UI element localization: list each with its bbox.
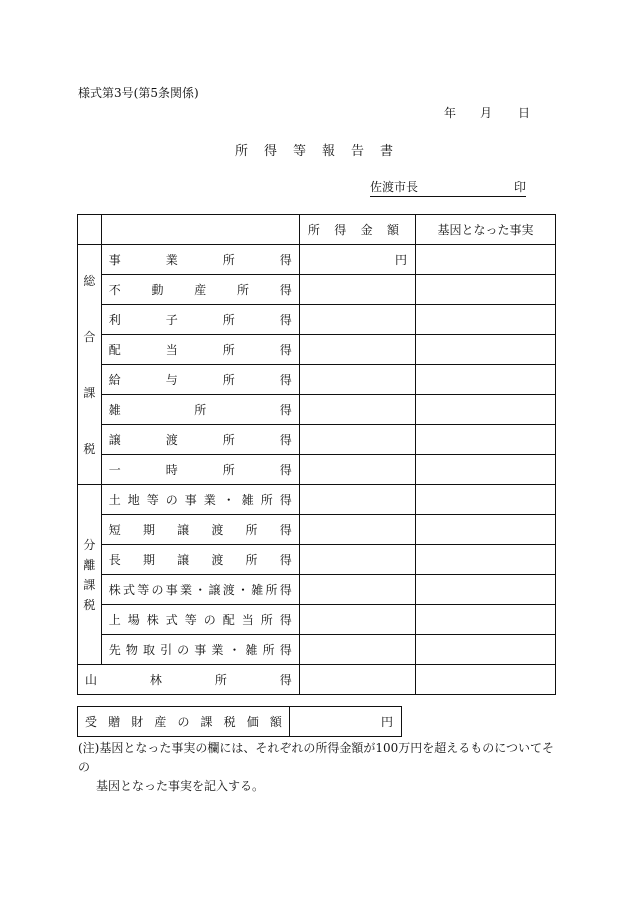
gift-currency: 円 — [380, 715, 393, 729]
item-label-cell — [101, 365, 299, 395]
table-row — [78, 485, 556, 515]
table-row-forest — [78, 665, 556, 695]
header-amount — [299, 215, 415, 245]
item-label: 事 業 所 得 — [108, 253, 292, 267]
item-label: 土 地 等 の 事 業 ・ 雑 所 得 — [108, 493, 292, 507]
footnote — [78, 739, 558, 796]
item-label: 株 式 等 の 事 業 ・ 譲 渡 ・ 雑 所 得 — [108, 583, 292, 597]
table-row — [78, 455, 556, 485]
item-label: 長 期 譲 渡 所 得 — [108, 553, 292, 567]
date-day: 日 — [518, 106, 531, 120]
table-row — [78, 365, 556, 395]
gift-table — [77, 706, 402, 737]
item-label: 雑 所 得 — [108, 403, 292, 417]
amount-field[interactable] — [299, 455, 415, 485]
fact-field[interactable] — [416, 515, 556, 545]
amount-field[interactable] — [299, 395, 415, 425]
item-label-cell — [101, 305, 299, 335]
item-label-cell — [101, 515, 299, 545]
table-row — [78, 605, 556, 635]
date-year: 年 — [444, 106, 457, 120]
amount-field[interactable] — [299, 605, 415, 635]
income-table — [77, 214, 556, 695]
fact-field[interactable] — [416, 425, 556, 455]
amount-field[interactable] — [299, 665, 415, 695]
table-row — [78, 575, 556, 605]
fact-field[interactable] — [416, 455, 556, 485]
footnote-line-2: 基因となった事実を記入する。 — [96, 779, 265, 793]
fact-field[interactable] — [416, 245, 556, 275]
item-label: 譲 渡 所 得 — [108, 433, 292, 447]
item-label-cell — [101, 635, 299, 665]
table-row — [78, 245, 556, 275]
fact-field[interactable] — [416, 635, 556, 665]
fact-field[interactable] — [416, 485, 556, 515]
header-fact: 基因となった事実 — [416, 215, 556, 245]
forest-label: 山 林 所 得 — [85, 673, 292, 687]
addressee: 佐渡市長 — [370, 180, 419, 194]
amount-field[interactable] — [299, 575, 415, 605]
item-label-cell — [101, 545, 299, 575]
gift-amount-field[interactable] — [290, 707, 402, 737]
amount-field[interactable] — [299, 245, 415, 275]
amount-field[interactable] — [299, 515, 415, 545]
date-month: 月 — [480, 106, 493, 120]
item-label-cell — [101, 335, 299, 365]
fact-field[interactable] — [416, 665, 556, 695]
table-row — [78, 305, 556, 335]
item-label-cell — [101, 275, 299, 305]
gift-label-cell — [78, 707, 290, 737]
amount-field[interactable] — [299, 425, 415, 455]
item-label-cell — [101, 395, 299, 425]
table-row — [78, 635, 556, 665]
amount-field[interactable] — [299, 335, 415, 365]
table-row — [78, 545, 556, 575]
item-label: 配 当 所 得 — [108, 343, 292, 357]
gift-label: 受 贈 財 産 の 課 税 価 額 — [85, 715, 282, 729]
fact-field[interactable] — [416, 275, 556, 305]
addressee-line — [370, 178, 526, 197]
item-label: 短 期 譲 渡 所 得 — [108, 523, 292, 537]
table-row — [78, 395, 556, 425]
forest-label-cell — [78, 665, 300, 695]
amount-field[interactable] — [299, 275, 415, 305]
item-label-cell — [101, 575, 299, 605]
amount-field[interactable] — [299, 365, 415, 395]
fact-field[interactable] — [416, 575, 556, 605]
item-label-cell — [101, 425, 299, 455]
table-row — [78, 515, 556, 545]
fact-field[interactable] — [416, 395, 556, 425]
table-header-row — [78, 215, 556, 245]
header-blank-cat — [78, 215, 102, 245]
item-label-cell — [101, 455, 299, 485]
amount-field[interactable] — [299, 545, 415, 575]
item-label: 上 場 株 式 等 の 配 当 所 得 — [108, 613, 292, 627]
item-label: 不 動 産 所 得 — [108, 283, 292, 297]
item-label-cell — [101, 605, 299, 635]
item-label: 先 物 取 引 の 事 業 ・ 雑 所 得 — [108, 643, 292, 657]
category-label: 総 合 課 税 — [83, 274, 96, 456]
table-row — [78, 335, 556, 365]
gift-row — [78, 707, 402, 737]
item-label-cell — [101, 245, 299, 275]
header-blank-item — [101, 215, 299, 245]
amount-field[interactable] — [299, 635, 415, 665]
header-amount-label: 所 得 金 額 — [307, 223, 399, 237]
fact-field[interactable] — [416, 545, 556, 575]
date-line — [444, 104, 530, 121]
fact-field[interactable] — [416, 605, 556, 635]
item-label: 給 与 所 得 — [108, 373, 292, 387]
category-label: 分 離 課 税 — [83, 537, 96, 612]
document-title: 所得等報告書 — [234, 144, 409, 159]
item-label-cell — [101, 485, 299, 515]
table-row — [78, 425, 556, 455]
item-label: 一 時 所 得 — [108, 463, 292, 477]
item-label: 利 子 所 得 — [108, 313, 292, 327]
fact-field[interactable] — [416, 335, 556, 365]
seal-mark: 印 — [513, 180, 526, 194]
amount-field[interactable] — [299, 305, 415, 335]
fact-field[interactable] — [416, 365, 556, 395]
footnote-line-1: (注)基因となった事実の欄には、それぞれの所得金額が100万円を超えるものについてその — [78, 741, 555, 774]
table-row — [78, 275, 556, 305]
amount-field[interactable] — [299, 485, 415, 515]
category-cell — [78, 245, 102, 485]
form-number: 様式第3号(第5条関係) — [78, 86, 199, 100]
fact-field[interactable] — [416, 305, 556, 335]
category-cell — [78, 485, 102, 665]
currency-unit: 円 — [395, 253, 408, 267]
